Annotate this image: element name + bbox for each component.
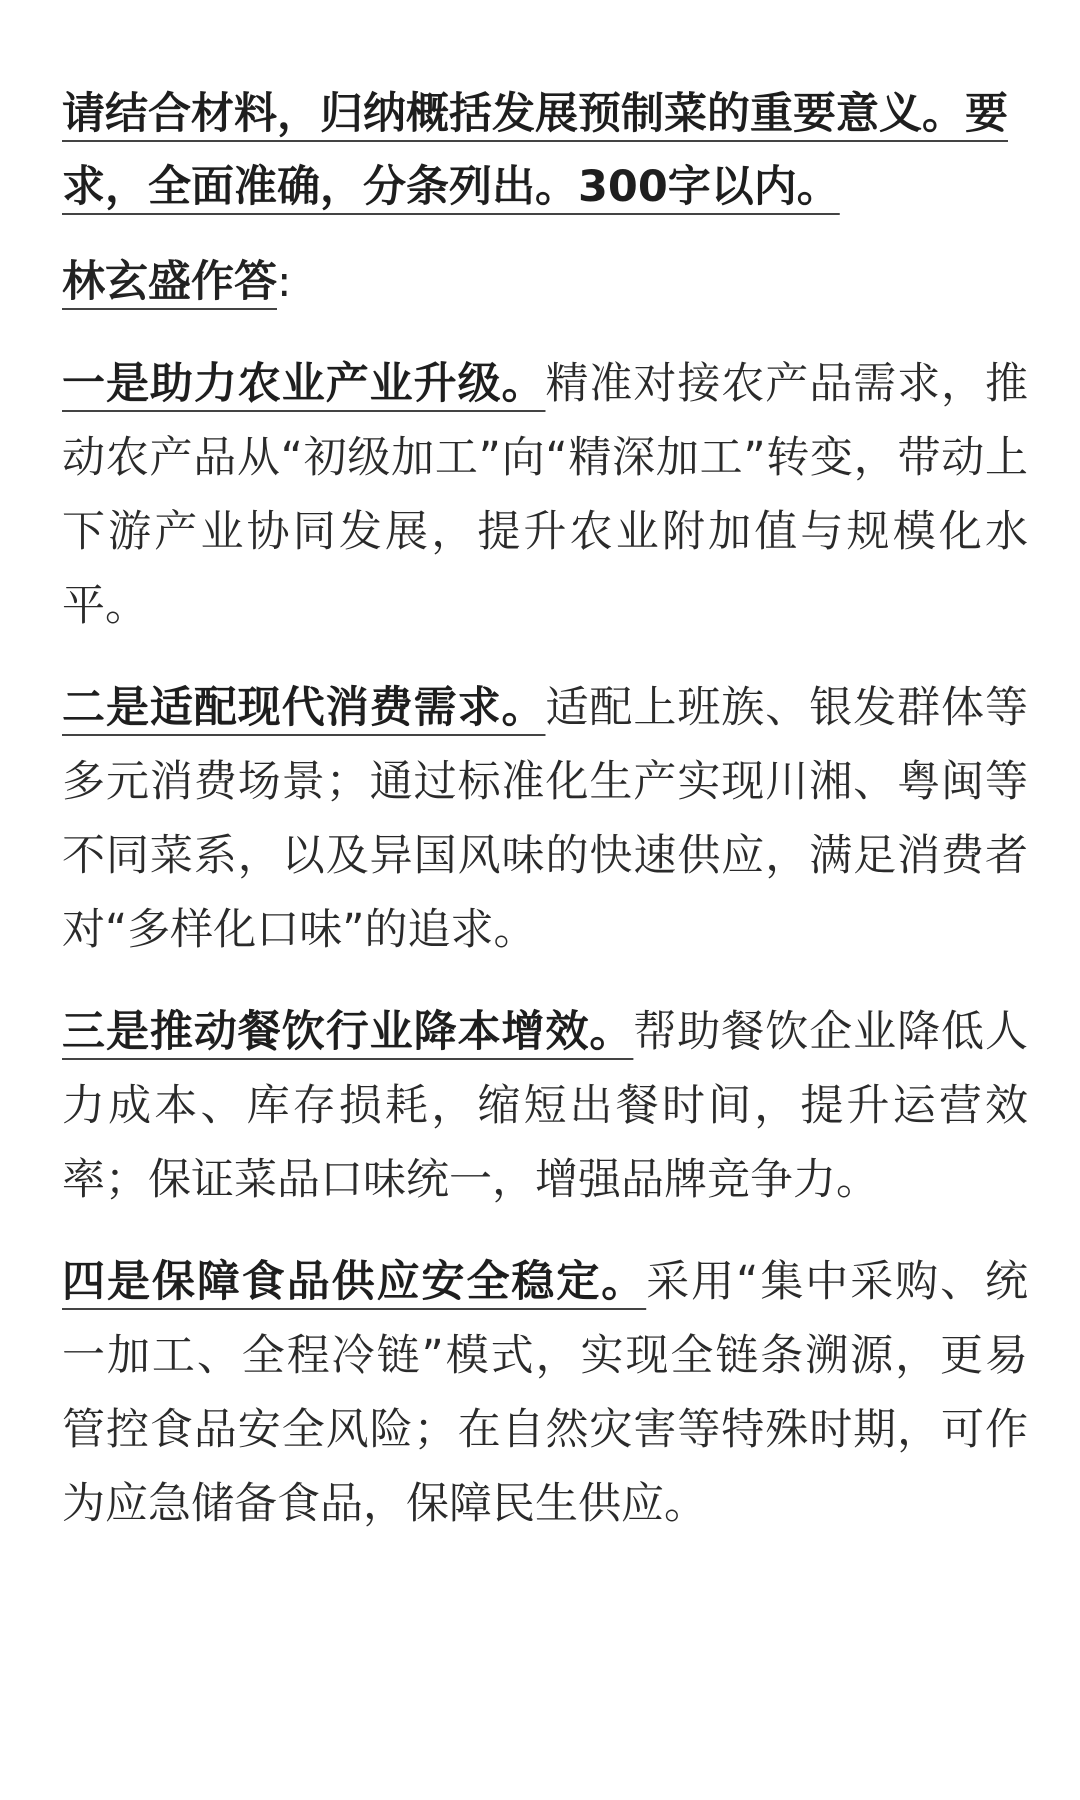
- point-4-body: 采用“集中采购、统一加工、全程冷链”模式，实现全链条溯源，更易管控食品安全风险；在自然灾害等特殊时期，可作为应急储备食品，保障民生供应。: [62, 1257, 1029, 1529]
- question-underlined: 请结合材料，归纳概括发展预制菜的重要意义。要求，全面准确，分条列出。300字以内。: [62, 89, 1008, 212]
- point-1: [62, 347, 1028, 643]
- point-2: [62, 671, 1028, 967]
- answer-colon: :: [277, 257, 292, 307]
- point-2-lead: 二是适配现代消费需求。: [62, 683, 546, 733]
- point-1-lead: 一是助力农业产业升级。: [62, 359, 546, 409]
- document-body: [62, 78, 1028, 1541]
- answer-label: [62, 246, 1028, 319]
- point-3: [62, 995, 1028, 1217]
- point-2-body: 适配上班族、银发群体等多元消费场景；通过标准化生产实现川湘、粤闽等不同菜系，以及异国风味的快速供应，满足消费者对“多样化口味”的追求。: [62, 683, 1029, 955]
- point-4-lead: 四是保障食品供应安全稳定。: [62, 1257, 647, 1307]
- question-text: [62, 78, 1028, 224]
- point-1-body: 精准对接农产品需求，推动农产品从“初级加工”向“精深加工”转变，带动上下游产业协同发展，提升农业附加值与规模化水平。: [62, 359, 1029, 631]
- point-3-body: 帮助餐饮企业降低人力成本、库存损耗，缩短出餐时间，提升运营效率；保证菜品口味统一，增强品牌竞争力。: [62, 1007, 1029, 1205]
- point-4: [62, 1245, 1028, 1541]
- point-3-lead: 三是推动餐饮行业降本增效。: [62, 1007, 634, 1057]
- answer-author: 林玄盛作答: [62, 257, 277, 307]
